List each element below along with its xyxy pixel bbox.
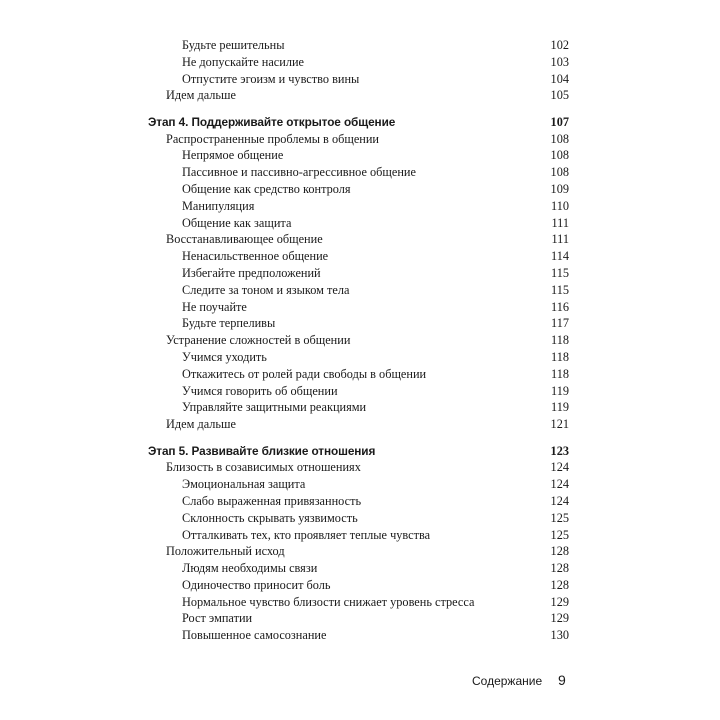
toc-subsection-entry[interactable] xyxy=(148,493,569,510)
toc-entry-page: 124 xyxy=(550,460,569,475)
toc-subsection-entry[interactable] xyxy=(148,610,569,627)
toc-entry-title: Общение как защита xyxy=(182,215,292,230)
toc-entry-title: Пассивное и пассивно-агрессивное общение xyxy=(182,165,416,180)
toc-entry-title: Следите за тоном и языком тела xyxy=(182,282,350,297)
toc-subsection-entry[interactable] xyxy=(148,147,569,164)
toc-section-entry[interactable] xyxy=(148,416,569,433)
toc-entry-page: 111 xyxy=(551,215,569,230)
toc-entry-page: 110 xyxy=(551,198,569,213)
toc-entry-title: Отталкивать тех, кто проявляет теплые чувства xyxy=(182,527,431,542)
toc-subsection-entry[interactable] xyxy=(148,198,569,215)
toc-section-entry[interactable] xyxy=(148,332,569,349)
toc-subsection-entry[interactable] xyxy=(148,282,569,299)
toc-subsection-entry[interactable] xyxy=(148,476,569,493)
toc-subsection-entry[interactable] xyxy=(148,265,569,282)
toc-entry-page: 119 xyxy=(551,400,569,415)
toc-entry-title: Повышенное самосознание xyxy=(182,628,327,643)
toc-entry-page: 108 xyxy=(550,165,569,180)
toc-section-entry[interactable] xyxy=(148,131,569,148)
toc-entry-title: Идем дальше xyxy=(166,88,236,103)
toc-entry-title: Будьте решительны xyxy=(182,38,285,52)
toc-entry-title: Будьте терпеливы xyxy=(182,316,276,331)
toc-entry-title: Людям необходимы связи xyxy=(182,561,318,576)
toc-entry-title: Этап 4. Поддерживайте открытое общение xyxy=(148,114,396,129)
toc-entry-title: Управляйте защитными реакциями xyxy=(182,400,367,415)
toc-subsection-entry[interactable] xyxy=(148,627,569,644)
toc-entry-page: 108 xyxy=(550,148,569,163)
toc-entry-page: 128 xyxy=(550,561,569,576)
toc-entry-title: Восстанавливающее общение xyxy=(166,232,323,247)
section-gap xyxy=(148,433,569,443)
toc-subsection-entry[interactable] xyxy=(148,299,569,316)
toc-entry-title: Отпустите эгоизм и чувство вины xyxy=(182,71,360,86)
toc-entry-title: Учимся говорить об общении xyxy=(182,383,338,398)
toc-entry-page: 125 xyxy=(550,527,569,542)
toc-entry-title: Рост эмпатии xyxy=(182,611,253,626)
toc-subsection-entry[interactable] xyxy=(148,527,569,544)
toc-entry-page: 121 xyxy=(550,417,569,432)
toc-chapter-entry[interactable] xyxy=(148,114,569,131)
toc-entry-title: Этап 5. Развивайте близкие отношения xyxy=(148,443,376,458)
toc-subsection-entry[interactable] xyxy=(148,510,569,527)
toc-entry-page: 111 xyxy=(551,232,569,247)
toc-section-entry[interactable] xyxy=(148,459,569,476)
toc-entry-page: 115 xyxy=(551,265,569,280)
toc-entry-title: Учимся уходить xyxy=(182,349,267,364)
toc-entry-page: 102 xyxy=(550,38,569,52)
page-footer xyxy=(0,672,720,692)
toc-entry-title: Не поучайте xyxy=(182,299,247,314)
toc-entry-page: 118 xyxy=(551,349,569,364)
toc-subsection-entry[interactable] xyxy=(148,560,569,577)
toc-entry-page: 128 xyxy=(550,577,569,592)
toc-subsection-entry[interactable] xyxy=(148,577,569,594)
toc-entry-page: 109 xyxy=(550,181,569,196)
toc-entry-page: 103 xyxy=(550,54,569,69)
toc-entry-page: 105 xyxy=(550,88,569,103)
toc-entry-page: 129 xyxy=(550,594,569,609)
toc-entry-page: 129 xyxy=(550,611,569,626)
toc-entry-title: Манипуляция xyxy=(182,198,255,213)
toc-subsection-entry[interactable] xyxy=(148,399,569,416)
toc-subsection-entry[interactable] xyxy=(148,71,569,88)
toc-entry-page: 124 xyxy=(550,493,569,508)
toc-entry-title: Одиночество приносит боль xyxy=(182,577,331,592)
toc-subsection-entry[interactable] xyxy=(148,315,569,332)
toc-subsection-entry[interactable] xyxy=(148,248,569,265)
toc-entry-page: 119 xyxy=(551,383,569,398)
toc-entry-title: Слабо выраженная привязанность xyxy=(182,493,362,508)
toc-subsection-entry[interactable] xyxy=(148,54,569,71)
toc-entry-title: Положительный исход xyxy=(166,544,285,559)
toc-entry-title: Откажитесь от ролей ради свободы в общении xyxy=(182,366,427,381)
toc-entry-title: Эмоциональная защита xyxy=(182,477,306,492)
toc-section-entry[interactable] xyxy=(148,231,569,248)
toc-subsection-entry[interactable] xyxy=(148,366,569,383)
toc-entry-title: Устранение сложностей в общении xyxy=(166,333,351,348)
footer-page-number: 9 xyxy=(558,672,566,688)
table-of-contents xyxy=(148,37,569,644)
toc-entry-page: 123 xyxy=(550,443,569,458)
toc-subsection-entry[interactable] xyxy=(148,594,569,611)
toc-entry-title: Ненасильственное общение xyxy=(182,249,329,264)
toc-entry-page: 114 xyxy=(551,249,569,264)
toc-subsection-entry[interactable] xyxy=(148,37,569,54)
toc-subsection-entry[interactable] xyxy=(148,181,569,198)
footer-section-title: Содержание xyxy=(472,674,543,688)
toc-subsection-entry[interactable] xyxy=(148,164,569,181)
toc-entry-title: Непрямое общение xyxy=(182,148,284,163)
toc-section-entry[interactable] xyxy=(148,543,569,560)
toc-entry-page: 107 xyxy=(550,114,569,129)
toc-subsection-entry[interactable] xyxy=(148,383,569,400)
toc-entry-page: 108 xyxy=(550,131,569,146)
toc-subsection-entry[interactable] xyxy=(148,349,569,366)
toc-entry-page: 117 xyxy=(551,316,569,331)
toc-entry-title: Близость в созависимых отношениях xyxy=(166,460,361,475)
toc-entry-page: 128 xyxy=(550,544,569,559)
toc-entry-title: Нормальное чувство близости снижает уровень стресса xyxy=(182,594,475,609)
toc-chapter-entry[interactable] xyxy=(148,443,569,460)
toc-entry-page: 118 xyxy=(551,366,569,381)
toc-entry-page: 116 xyxy=(551,299,569,314)
toc-entry-title: Общение как средство контроля xyxy=(182,181,351,196)
toc-entry-title: Избегайте предположений xyxy=(182,265,321,280)
toc-entry-title: Распространенные проблемы в общении xyxy=(166,131,380,146)
toc-subsection-entry[interactable] xyxy=(148,215,569,232)
toc-entry-title: Не допускайте насилие xyxy=(182,54,304,69)
toc-entry-page: 104 xyxy=(550,71,569,86)
toc-entry-title: Склонность скрывать уязвимость xyxy=(182,510,358,525)
toc-entry-title: Идем дальше xyxy=(166,417,236,432)
toc-entry-page: 130 xyxy=(550,628,569,643)
toc-entry-page: 115 xyxy=(551,282,569,297)
section-gap xyxy=(148,104,569,114)
toc-entry-page: 124 xyxy=(550,477,569,492)
toc-section-entry[interactable] xyxy=(148,87,569,104)
toc-entry-page: 125 xyxy=(550,510,569,525)
toc-entry-page: 118 xyxy=(551,333,569,348)
